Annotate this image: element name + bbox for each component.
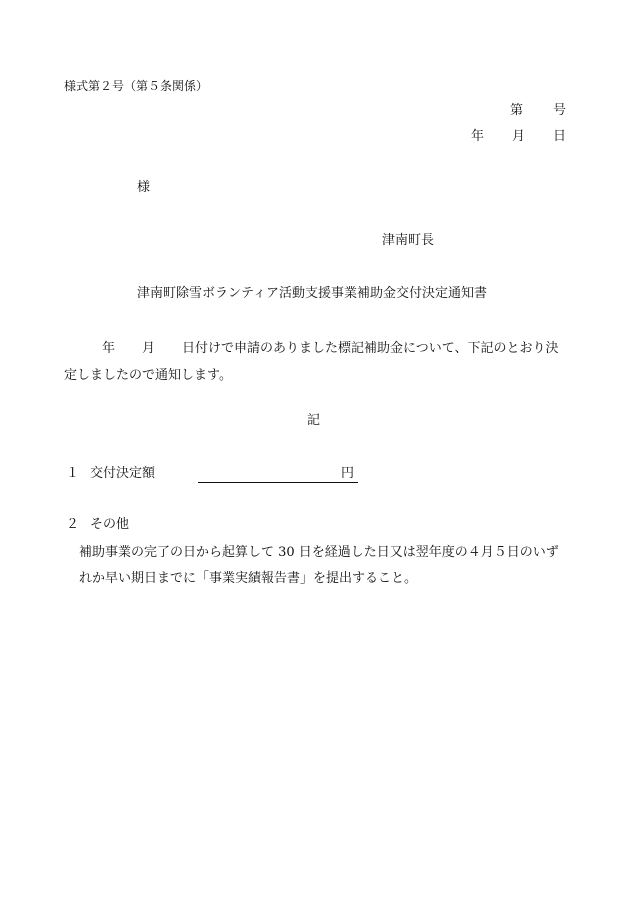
doc-number-prefix: 第 <box>509 103 523 118</box>
item2-label: その他 <box>90 517 130 532</box>
item-grant-amount <box>66 466 358 483</box>
body-line1-text: 日付けで申請のありました標記補助金について、下記のとおり決 <box>182 341 559 356</box>
amount-unit: 円 <box>340 466 354 481</box>
date-month-label: 月 <box>511 129 525 144</box>
document-number <box>510 103 566 119</box>
item1-number: １ <box>66 466 80 481</box>
item1-label: 交付決定額 <box>90 466 156 481</box>
document-date <box>471 129 566 145</box>
doc-number-suffix: 号 <box>552 103 566 118</box>
amount-blank-line <box>198 466 358 483</box>
document-title: 津南町除雪ボランティア活動支援事業補助金交付決定通知書 <box>137 286 487 301</box>
body-month-label: 月 <box>142 341 156 356</box>
issuer-name: 津南町長 <box>382 233 435 248</box>
item-other <box>66 517 129 533</box>
date-day-label: 日 <box>552 129 566 144</box>
item2-number: ２ <box>66 517 80 532</box>
item2-body <box>64 540 574 592</box>
ki-heading: 記 <box>307 413 321 428</box>
item2-line2: れか早い期日までに「事業実績報告書」を提出すること。 <box>79 571 418 586</box>
body-line2-text: 定しましたので通知します。 <box>64 368 232 383</box>
form-label: 様式第２号（第５条関係） <box>64 79 209 93</box>
item2-line1: 補助事業の完了の日から起算して 30 日を経過した日又は翌年度の４月５日のいず <box>79 545 559 560</box>
date-year-label: 年 <box>470 129 484 144</box>
addressee-honorific: 様 <box>137 180 151 195</box>
body-year-label: 年 <box>102 341 116 356</box>
body-paragraph <box>64 335 574 389</box>
